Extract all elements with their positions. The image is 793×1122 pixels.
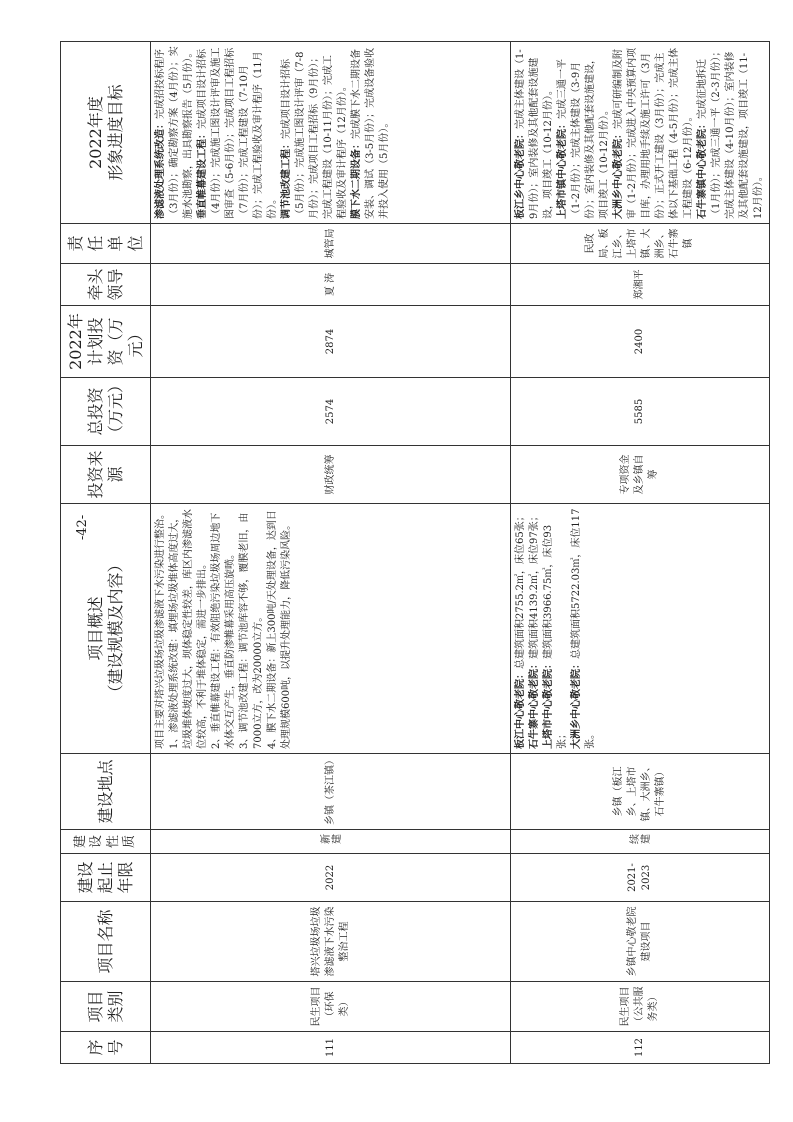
cell-progress-text: 完成主体建设（1-9月份）；室内装修及其他配套设施建设，项目竣工（10-12月份）。 (515, 49, 554, 219)
cell-progress-text: 完成征地拆迁（1月份）；完成三通一平（2-3月份）；完成主体建设（4-10月份）；室内装修及其他配套设施建设，项目竣工（11-12月份）。 (697, 46, 764, 219)
cell-progress-label: 石牛寨镇中心敬老院： (697, 119, 708, 219)
cell-leader: 夏 涛 (151, 264, 511, 306)
page-number: -42- (75, 514, 91, 541)
cell-summary-line (238, 508, 266, 749)
cell-progress-label: 调节池改建工程： (281, 139, 292, 219)
cell-category: 民生项目（公共服务类） (511, 982, 770, 1032)
cell-summary-label: 板江中心敬老院： (515, 669, 526, 749)
cell-summary (151, 504, 511, 754)
header-plan2022: 2022年计划投资（万元） (61, 306, 151, 378)
cell-nature-text: 新建 (319, 835, 342, 847)
cell-nature (511, 830, 770, 854)
table-row (151, 42, 511, 1064)
cell-progress-line (514, 46, 556, 219)
cell-progress-text: 完成膜下水二期设备安装、调试（3-5月份）；完成设备验收并投入使用（5月份）。 (351, 47, 390, 219)
cell-years: 2022 (151, 854, 511, 902)
cell-total: 5585 (511, 378, 770, 446)
cell-seq: 112 (511, 1032, 770, 1064)
cell-progress-label: 垂直帷幕建设工程： (197, 129, 208, 219)
cell-progress (151, 42, 511, 224)
header-summary (61, 504, 151, 754)
cell-summary-text: 1、渗滤液处理系统改建：填埋场垃圾堆体高度过大，垃圾堆体坡度过大，坝体稳定性较差，库区内渗滤液水位较高，不利于堆体稳定，需进一步排出。 (169, 509, 208, 749)
header-progress-title: 2022年度 (85, 96, 105, 169)
cell-summary-text: 项目主要对塔兴垃圾场垃圾渗滤液下水污染进行整治。 (155, 509, 166, 749)
cell-summary (511, 504, 770, 754)
header-seq: 序号 (61, 1032, 151, 1064)
cell-progress-label: 膜下水二期设备： (351, 139, 362, 219)
cell-nature-text: 续建 (629, 835, 651, 847)
cell-progress-line (696, 46, 766, 219)
cell-summary-text: 总建筑面积5722.03㎡，床位117张。 (571, 508, 596, 749)
cell-progress-label: 板江乡中心敬老院： (515, 129, 526, 219)
cell-progress-line (154, 46, 196, 219)
cell-progress-line (612, 46, 696, 219)
header-nature: 建设性质 (61, 830, 151, 854)
cell-summary-line (168, 508, 210, 749)
cell-summary-line (528, 508, 542, 749)
cell-years: 2021-2023 (511, 854, 770, 902)
table-row (511, 42, 770, 1064)
header-progress (61, 42, 151, 224)
cell-summary-label: 石牛寨中心敬老院： (529, 659, 540, 749)
cell-summary-label: 上塔市中心敬老院： (543, 659, 554, 749)
cell-summary-label: 大洲乡中心敬老院： (571, 659, 582, 749)
cell-summary-line (514, 508, 528, 749)
cell-summary-text: 建筑面积3966.75㎡，床位93张； (543, 524, 568, 749)
header-category: 项目类别 (61, 982, 151, 1032)
cell-summary-line (542, 508, 570, 749)
cell-category: 民生项目（环保类） (151, 982, 511, 1032)
header-summary-sub: （建设规模及内容） (105, 556, 125, 701)
header-years: 建设起止年限 (61, 854, 151, 902)
project-table (60, 41, 770, 1064)
cell-progress-text: 完成可研编制及附审（1-2月份）；完成进入中央预算内项目库，办理用地手续及施工许可（3月份）；正式开工建设（3月份）；完成主体以下基础工程（4-5月份）；完成主体工程建设（6-12月份）。 (613, 47, 694, 219)
header-location: 建设地点 (61, 754, 151, 830)
cell-seq: 111 (151, 1032, 511, 1064)
cell-plan2022: 2400 (511, 306, 770, 378)
cell-progress-line (556, 46, 612, 219)
cell-progress-line (350, 46, 392, 219)
cell-progress-text: 完成招投标程序（3月份）；确定勘察方案（4月份）；实施水池勘察，出具勘察报告（5月份）。 (155, 46, 194, 219)
header-row (61, 42, 151, 1064)
cell-progress-text: 完成项目设计招标（4月份）；完成施工图设计评审及施工图审查（5-6月份）；完成项目工程招标（7月份）；完成工程建设（7-10月份）；完成工程验收及审计程序（11月份）。 (197, 47, 278, 219)
cell-progress-label: 渗滤液处理系统改造： (155, 119, 166, 219)
cell-summary-line (266, 508, 294, 749)
header-name: 项目名称 (61, 902, 151, 982)
cell-progress-text: 完成三通一平（1-2月份）；完成主体建设（3-9月份）；室内装修及其他配套设施建设，项目竣工（10-12月份）。 (557, 54, 610, 219)
cell-summary-text: 2、垂直帷幕建设工程：有效阻绝污染垃圾场周边地下水体交互产生，垂直防渗帷幕采用高压旋喷。 (211, 512, 236, 749)
cell-summary-line (210, 508, 238, 749)
cell-progress-text: 完成项目设计招标（5月份）；完成施工图设计评审（7-8月份）；完成项目工程招标（9月份）；完成工程建设（10-11月份）；完成工程验收及审计程序（12月份）。 (281, 51, 348, 219)
header-progress-sub: 形象进度目标 (105, 84, 125, 181)
header-total: 总投资（万元） (61, 378, 151, 446)
cell-summary-text: 建筑面积4139.2㎡，床位97张； (529, 511, 540, 659)
cell-total: 2574 (151, 378, 511, 446)
cell-progress-label: 上塔市镇中心敬老院： (557, 119, 568, 219)
cell-summary-line (154, 508, 168, 749)
cell-unit: 民政局、板江乡、上塔市镇、大洲乡、石牛寨镇 (511, 224, 770, 264)
header-funding: 投资来源 (61, 446, 151, 504)
cell-progress-line (280, 46, 350, 219)
cell-funding: 专项资金及乡镇自筹 (511, 446, 770, 504)
header-unit: 责任单位 (61, 224, 151, 264)
cell-unit: 城管局 (151, 224, 511, 264)
cell-summary-text: 总建筑面积2755.2㎡，床位65张； (515, 511, 526, 669)
cell-location: 乡镇（板江乡、上塔市镇、大洲乡、石牛寨镇） (511, 754, 770, 830)
cell-name: 塔兴垃圾场垃圾渗滤液下水污染整治工程 (151, 902, 511, 982)
header-summary-title: 项目概述 (85, 596, 105, 661)
cell-name: 乡镇中心敬老院建设项目 (511, 902, 770, 982)
header-leader: 牵头领导 (61, 264, 151, 306)
cell-nature (151, 830, 511, 854)
cell-plan2022: 2874 (151, 306, 511, 378)
cell-summary-text: 3、调节池改建工程：调节池库容不够，覆膜老旧，由7000立方，改为20000立方。 (239, 512, 264, 749)
cell-summary-text: 4、膜下水二期设备：新上300吨/天处理设备，达到日处理规模600吨，以提升处理能力，降低污染风险。 (267, 510, 292, 749)
cell-progress-label: 大洲乡中心敬老院： (613, 129, 624, 219)
cell-funding: 财政统筹 (151, 446, 511, 504)
cell-location: 乡镇（茶江镇） (151, 754, 511, 830)
cell-progress-line (196, 46, 280, 219)
cell-leader: 郑湘平 (511, 264, 770, 306)
cell-summary-line (570, 508, 598, 749)
cell-progress (511, 42, 770, 224)
